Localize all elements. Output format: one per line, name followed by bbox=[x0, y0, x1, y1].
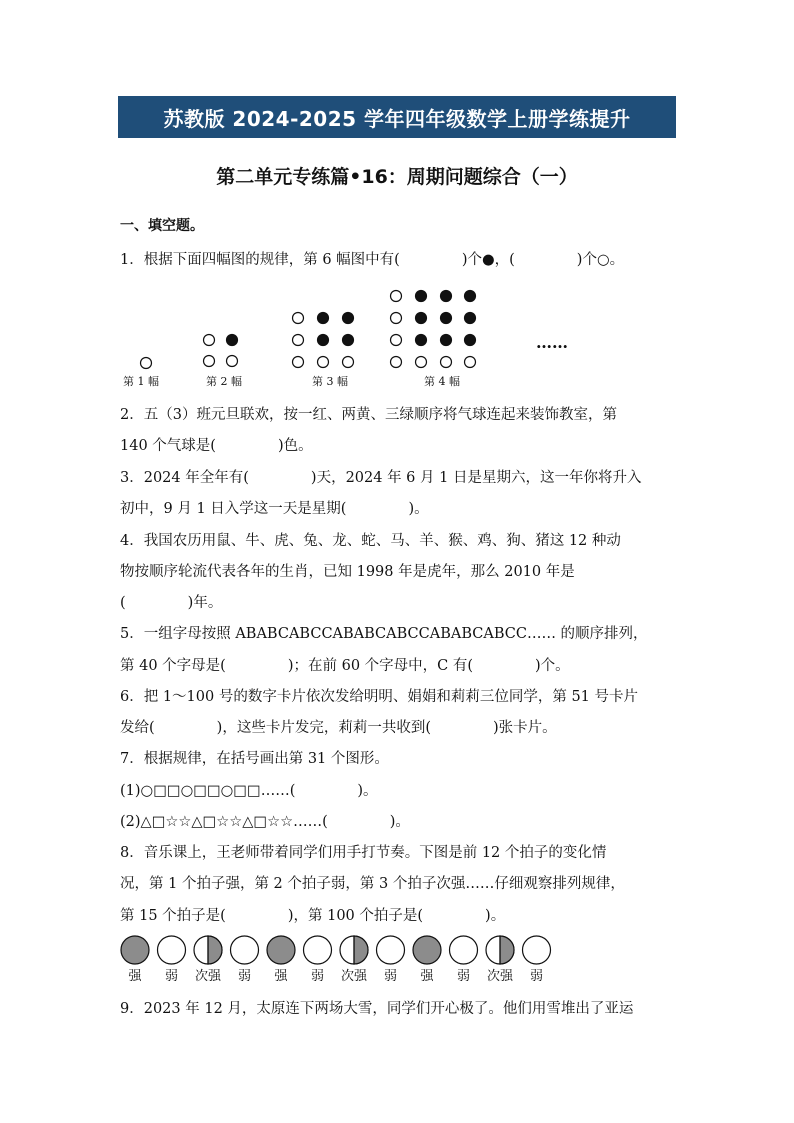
question-5-line-1: 5．一组字母按照 ABABCABCCABABCABCCABABCABCC…… 的顺序排列， bbox=[120, 626, 648, 642]
q5-text-mid: )；在前 60 个字母中，C 有( bbox=[287, 658, 474, 674]
q7-sub2-text-post: )。 bbox=[389, 814, 410, 830]
beat-label: 弱 bbox=[164, 969, 179, 984]
hollow-dot bbox=[441, 357, 452, 368]
question-7-line-1: 7．根据规律，在括号画出第 31 个图形。 bbox=[120, 751, 389, 767]
beat-label: 次强 bbox=[194, 969, 222, 984]
question-4-line-1: 4．我国农历用鼠、牛、虎、兔、龙、蛇、马、羊、猴、鸡、狗、猪这 12 种动 bbox=[120, 533, 621, 549]
question-8-line-2: 况，第 1 个拍子强，第 2 个拍子弱，第 3 个拍子次强……仔细观察排列规律， bbox=[120, 876, 625, 892]
beat-weak-icon bbox=[377, 936, 405, 964]
beat-weak-icon bbox=[304, 936, 332, 964]
beat-weak-icon bbox=[231, 936, 259, 964]
q3-text-post: )天，2024 年 6 月 1 日是星期六，这一年你将升入 bbox=[310, 470, 642, 486]
filled-dot bbox=[318, 313, 329, 324]
question-2-line-1: 2．五（3）班元旦联欢，按一红、两黄、三绿顺序将气球连起来装饰教室，第 bbox=[120, 407, 617, 423]
dot-pattern-figure bbox=[118, 282, 618, 392]
hollow-dot bbox=[227, 356, 238, 367]
filled-dot bbox=[441, 291, 452, 302]
filled-dot bbox=[465, 313, 476, 324]
q6-text-pre: 发给( bbox=[120, 720, 155, 736]
filled-dot bbox=[416, 291, 427, 302]
hollow-dot bbox=[391, 335, 402, 346]
beat-label: 弱 bbox=[529, 969, 544, 984]
filled-dot bbox=[441, 335, 452, 346]
fig-label-2: 第 2 幅 bbox=[206, 375, 242, 388]
hollow-dot bbox=[416, 357, 427, 368]
beat-label: 强 bbox=[274, 969, 288, 984]
q4-text-post: )年。 bbox=[187, 595, 223, 611]
q1-text-mid: )个●，( bbox=[461, 252, 515, 268]
hollow-dot bbox=[343, 357, 354, 368]
q7-sub1-text-post: )。 bbox=[357, 783, 378, 799]
beat-strong-icon bbox=[267, 936, 295, 964]
beat-label: 次强 bbox=[340, 969, 368, 984]
hollow-dot bbox=[465, 357, 476, 368]
question-8-line-3 bbox=[120, 904, 505, 925]
question-5-line-2 bbox=[120, 654, 570, 675]
hollow-dot bbox=[391, 291, 402, 302]
hollow-dot bbox=[204, 335, 215, 346]
q2-text-post: )色。 bbox=[277, 438, 313, 454]
q1-text-pre: 1．根据下面四幅图的规律，第 6 幅图中有( bbox=[120, 252, 400, 268]
beat-weak-icon bbox=[158, 936, 186, 964]
q8-text-post: )。 bbox=[485, 908, 506, 924]
question-4-line-3 bbox=[120, 591, 222, 612]
question-9-line-1: 9．2023 年 12 月，太原连下两场大雪，同学们开心极了。他们用雪堆出了亚运 bbox=[120, 1001, 634, 1017]
beat-weak-icon bbox=[523, 936, 551, 964]
q7-sub2-text-pre: (2)△□☆☆△□☆☆△□☆☆……( bbox=[120, 814, 328, 830]
beat-label: 弱 bbox=[456, 969, 471, 984]
q6-text-mid: )，这些卡片发完，莉莉一共收到( bbox=[216, 720, 431, 736]
question-1 bbox=[120, 248, 624, 269]
beat-strong-icon bbox=[121, 936, 149, 964]
q8-text-mid: )，第 100 个拍子是( bbox=[287, 908, 424, 924]
q8-text-pre: 第 15 个拍子是( bbox=[120, 908, 226, 924]
beat-pattern-figure bbox=[118, 934, 558, 986]
section-title: 一、填空题。 bbox=[120, 218, 204, 234]
filled-dot bbox=[441, 313, 452, 324]
filled-dot bbox=[343, 335, 354, 346]
q2-text-pre: 140 个气球是( bbox=[120, 438, 216, 454]
document-banner: 苏教版 2024-2025 学年四年级数学上册学练提升 bbox=[118, 96, 676, 138]
q5-text-pre: 第 40 个字母是( bbox=[120, 658, 226, 674]
fig-label-1: 第 1 幅 bbox=[123, 375, 159, 388]
beat-label: 弱 bbox=[383, 969, 398, 984]
beat-weak-icon bbox=[450, 936, 478, 964]
hollow-dot bbox=[141, 358, 152, 369]
question-4-line-2: 物按顺序轮流代表各年的生肖，已知 1998 年是虎年，那么 2010 年是 bbox=[120, 564, 575, 580]
question-3-line-1 bbox=[120, 466, 641, 487]
beat-strong-icon bbox=[413, 936, 441, 964]
fig-ellipsis: …… bbox=[536, 333, 568, 352]
q1-text-post: )个○。 bbox=[576, 252, 625, 268]
q4-text-pre: ( bbox=[120, 595, 126, 611]
filled-dot bbox=[465, 291, 476, 302]
filled-dot bbox=[465, 335, 476, 346]
filled-dot bbox=[318, 335, 329, 346]
question-7-sub-1 bbox=[120, 779, 378, 800]
filled-dot bbox=[343, 313, 354, 324]
question-8-line-1: 8．音乐课上，王老师带着同学们用手打节奏。下图是前 12 个拍子的变化情 bbox=[120, 845, 607, 861]
beat-label: 弱 bbox=[237, 969, 252, 984]
q3-text-post-2: )。 bbox=[408, 501, 429, 517]
beat-label: 强 bbox=[128, 969, 142, 984]
fig-label-4: 第 4 幅 bbox=[424, 375, 460, 388]
hollow-dot bbox=[293, 357, 304, 368]
question-2-line-2 bbox=[120, 434, 313, 455]
hollow-dot bbox=[318, 357, 329, 368]
fig-label-3: 第 3 幅 bbox=[312, 375, 348, 388]
q3-text-pre: 3．2024 年全年有( bbox=[120, 470, 249, 486]
hollow-dot bbox=[204, 356, 215, 367]
hollow-dot bbox=[391, 313, 402, 324]
question-7-sub-2 bbox=[120, 810, 410, 831]
beat-label: 强 bbox=[420, 969, 434, 984]
question-6-line-2 bbox=[120, 716, 557, 737]
q7-sub1-text-pre: (1)○□□○□□○□□……( bbox=[120, 783, 296, 799]
hollow-dot bbox=[293, 313, 304, 324]
beat-semistrong-icon bbox=[340, 936, 368, 964]
beat-semistrong-icon bbox=[486, 936, 514, 964]
filled-dot bbox=[227, 335, 238, 346]
q5-text-post: )个。 bbox=[535, 658, 570, 674]
hollow-dot bbox=[391, 357, 402, 368]
q6-text-post: )张卡片。 bbox=[493, 720, 557, 736]
beat-label: 次强 bbox=[486, 969, 514, 984]
hollow-dot bbox=[293, 335, 304, 346]
filled-dot bbox=[416, 335, 427, 346]
document-subtitle: 第二单元专练篇•16：周期问题综合（一） bbox=[216, 166, 578, 188]
question-6-line-1: 6．把 1～100 号的数字卡片依次发给明明、娟娟和莉莉三位同学，第 51 号卡片 bbox=[120, 689, 639, 705]
question-3-line-2 bbox=[120, 497, 429, 518]
filled-dot bbox=[416, 313, 427, 324]
beat-label: 弱 bbox=[310, 969, 325, 984]
beat-semistrong-icon bbox=[194, 936, 222, 964]
q3-text-pre-2: 初中，9 月 1 日入学这一天是星期( bbox=[120, 501, 347, 517]
